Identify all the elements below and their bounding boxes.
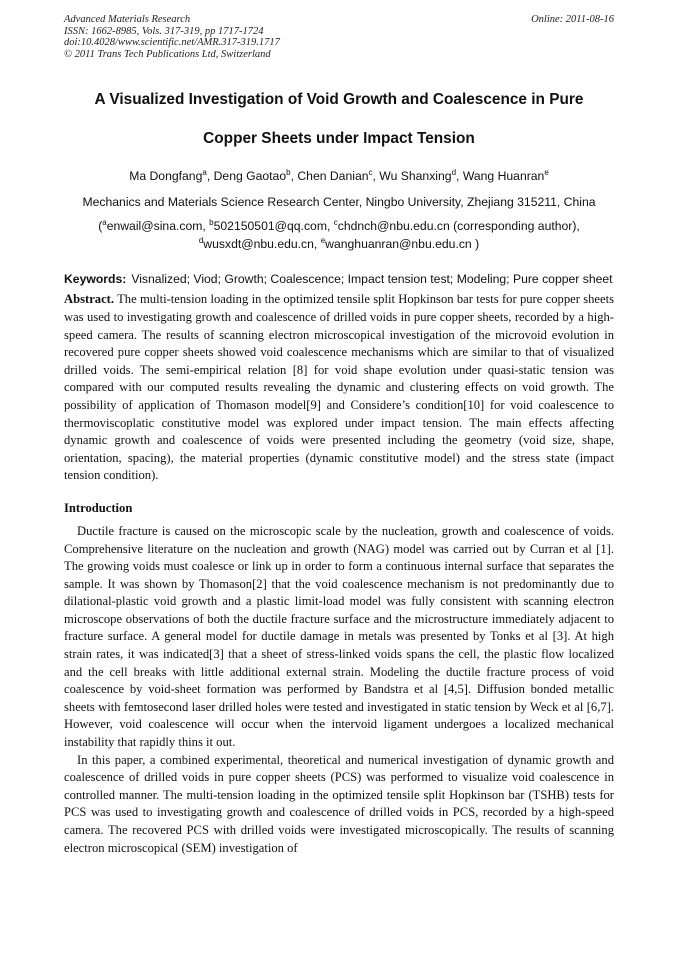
email-e: wanghuanran@nbu.edu.cn ) (325, 237, 480, 252)
affiliation: Mechanics and Materials Science Research Center, Ningbo University, Zhejiang 315211, China (82, 195, 596, 210)
author-list: Ma Dongfang$^a$, Deng Gaotao$^b$, Chen Danian$^c$, Wu Shanxing$^d$, Wang Huanran$^e$ (129, 168, 549, 184)
author-sup: a (202, 168, 207, 178)
journal-name: Advanced Materials Research (64, 14, 191, 25)
online-date: Online: 2011-08-16 (531, 14, 614, 25)
abstract-label: Abstract. (64, 292, 115, 307)
author-sup: e (544, 168, 549, 178)
abstract-text: The multi-tension loading in the optimized tensile split Hopkinson bar tests for pure copper sheets was used to investigating growth and coalescence of drilled voids in pure copper sheets, recorded by a high-speed camera. The results of scanning electron microscopical investigation of the microvoid evolution in recovered pure copper sheets showed void coalescence mechanisms which are similar to that of visualized drilled voids. The semi-empirical relation [8] for void shape evolution under quasi-static tension was compared with our computed results revealing the dynamic and clustering effects on void growth. The possibility of application of Thomason model[9] and Considere’s condition[10] for void coalescence to thermoviscoplatic constitutive model was explored under impact tension. The main effects affecting dynamic growth and coalescence of voids were presented including the geometry (void size, shape, orientation, spacing), the material properties (dynamic constitutive model) and the stress state (impact tension condition). (64, 292, 614, 483)
author: Chen Danian (297, 169, 369, 184)
issn-line: ISSN: 1662-8985, Vols. 317-319, pp 1717-1724 (64, 25, 264, 37)
email-sup: c (333, 218, 338, 228)
intro-paragraph-1: Ductile fracture is caused on the microscopic scale by the nucleation, growth and coalescence of voids. Comprehensive literature on the nucleation and growth (NAG) model was carried out by Curran et al [1]. The growing voids must coalesce or link up in order to form a continuous internal surface that separates the sample. It was shown by Thomason[2] that the void coalescence mechanism is not predominantly due to dilational-plastic void growth and a plastic limit-load model was fully consistent with scanning electron microscope observations of both the ductile fracture surface and the microstructure immediately adjacent to fracture surface. A general model for ductile damage in metals was presented by Tonks et al [3]. At high strain rates, it was indicated[3] that a sheet of stress-linked voids spans the cell, the plastic flow localized and the cell breaks with little additional external strain. Modeling the ductile fracture process of void coalescence by void-sheet formation was performed by Bandstra et al [4,5]. Diffusion bonded metallic sheets with femtosecond laser drilled holes were tested and investigated in static tension by Weck et al [6,7]. However, void coalescence will occur when the intervoid ligament undergoes a localized mechanical instability that rapidly thins it out. (64, 523, 614, 750)
author-sup: d (451, 168, 457, 178)
email-sup: a (102, 218, 107, 228)
email-c: chdnch@nbu.edu.cn (corresponding author), (337, 219, 580, 234)
email-a: enwail@sina.com, (106, 219, 206, 234)
title-line-1: A Visualized Investigation of Void Growth and Coalescence in Pure (94, 91, 584, 109)
journal-header (64, 14, 614, 60)
keywords-label: Keywords: (64, 272, 127, 287)
author: Wang Huanran (462, 169, 545, 184)
email-sup: b (209, 218, 214, 228)
email-sup: d (198, 236, 204, 246)
author: Wu Shanxing (379, 169, 452, 184)
email-d: wusxdt@nbu.edu.cn, (203, 237, 318, 252)
paper-page (64, 14, 614, 857)
author: Deng Gaotao (213, 169, 287, 184)
section-heading: Introduction (64, 500, 133, 515)
email-b: 502150501@qq.com, (213, 219, 331, 234)
title-line-2: Copper Sheets under Impact Tension (203, 130, 475, 148)
author-sup: c (368, 168, 373, 178)
author-sup: b (286, 168, 291, 178)
author: Ma Dongfang (129, 169, 203, 184)
email-sup: e (320, 236, 326, 246)
copyright-line: © 2011 Trans Tech Publications Ltd, Switzerland (64, 48, 271, 60)
email-list: ($^a$enwail@sina.com, $^b$502150501@qq.com, $^c$chdnch@nbu.edu.cn (corresponding author), $^d$wusxdt@nbu.edu.cn, $^e$wanghuanran@nbu.edu.cn ) (98, 218, 580, 252)
keywords-text: Visnalized; Viod; Growth; Coalescence; Impact tension test; Modeling; Pure copper sheet (131, 272, 613, 287)
intro-paragraph-2: In this paper, a combined experimental, theoretical and numerical investigation of dynamic growth and coalescence of drilled voids in pure copper sheets (PCS) was performed to visualize void coalescence in controlled manner. The multi-tension loading in the optimized tensile split Hopkinson bar (TSHB) tests for PCS was used to investigating growth and coalescence of drilled voids in PCS, recorded by a high-speed camera. The recovered PCS with drilled voids were investigated microscopically. The results of scanning electron microscopical (SEM) investigation of (64, 752, 614, 855)
paper-title (64, 80, 614, 158)
abstract (64, 291, 614, 485)
keywords (64, 271, 614, 288)
doi-line: doi:10.4028/www.scientific.net/AMR.317-319.1717 (64, 37, 280, 49)
